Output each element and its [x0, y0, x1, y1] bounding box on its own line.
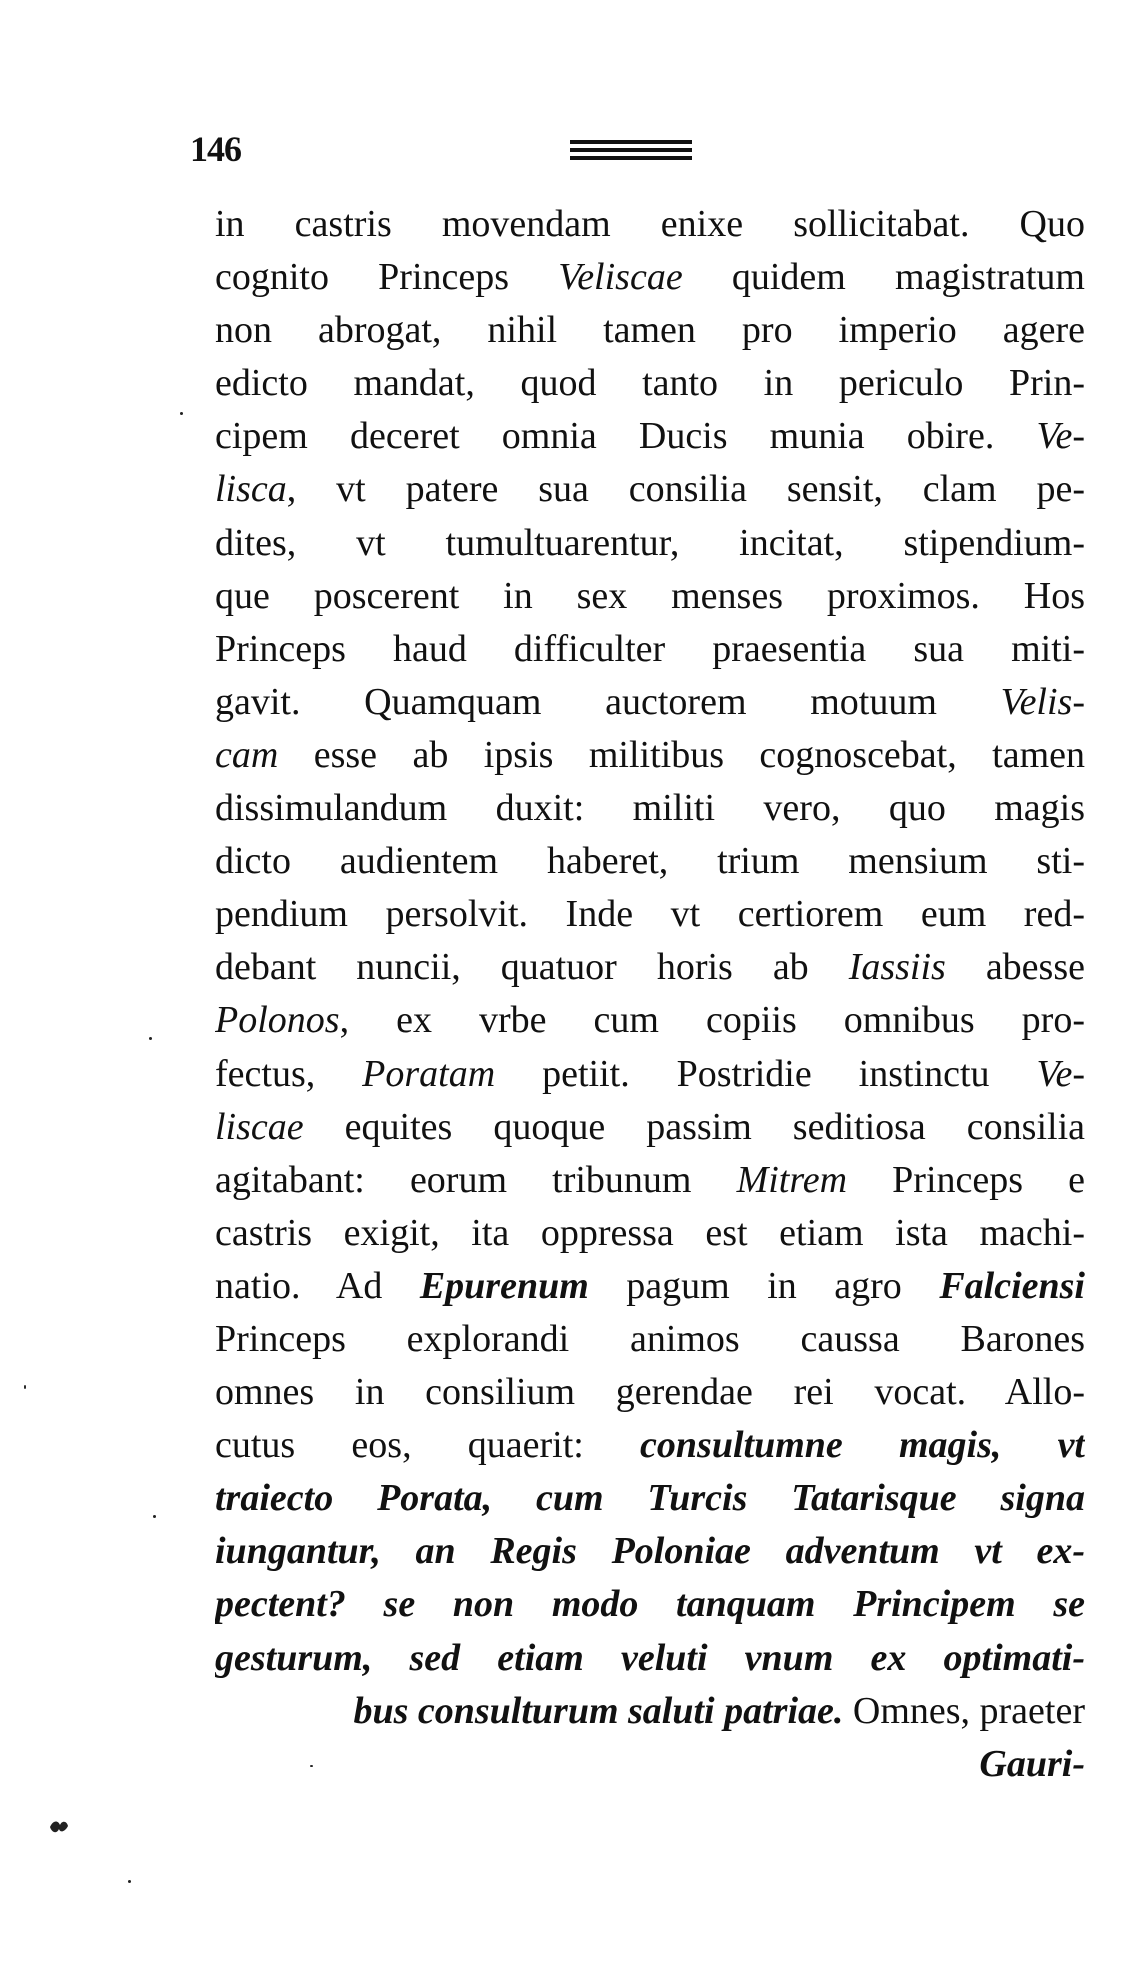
text-line: [215, 1313, 1085, 1366]
italic-text-segment: consultumne magis, vt: [640, 1424, 1085, 1467]
italic-text-segment: Iassiis: [848, 946, 946, 989]
text-segment: quidem magistratum: [682, 256, 1085, 299]
print-speck: [180, 412, 183, 415]
text-segment: natio. Ad: [215, 1264, 420, 1307]
text-line: [215, 1207, 1085, 1260]
text-line: [215, 1685, 1085, 1738]
text-segment: fectus,: [215, 1052, 363, 1095]
body-text: [215, 198, 1085, 1791]
text-segment: Princeps e: [847, 1158, 1085, 1201]
header-rule-line-middle: [570, 148, 692, 152]
text-segment: esse ab ipsis militibus cognoscebat, tamen: [278, 733, 1085, 776]
text-line: [215, 835, 1085, 888]
italic-text-segment: Polonos: [215, 999, 340, 1042]
italic-text-segment: bus consulturum saluti patriae.: [353, 1689, 844, 1732]
italic-text-segment: Velis-: [1000, 680, 1085, 723]
text-line: [215, 676, 1085, 729]
text-segment: gavit. Quamquam auctorem motuum: [215, 680, 1001, 723]
italic-text-segment: liscae: [215, 1105, 304, 1148]
text-line: [215, 888, 1085, 941]
text-line: [215, 941, 1085, 994]
header-rule-line-top: [570, 140, 692, 144]
text-line: [215, 994, 1085, 1047]
header-rule-line-bottom: [570, 156, 692, 160]
italic-text-segment: Poratam: [362, 1052, 496, 1095]
text-line: [215, 623, 1085, 676]
text-segment: equites quoque passim seditiosa consilia: [303, 1105, 1085, 1148]
italic-text-segment: Epurenum: [419, 1264, 589, 1307]
text-line: [215, 1260, 1085, 1313]
text-line: [215, 357, 1085, 410]
text-line: [215, 198, 1085, 251]
text-segment: abesse: [945, 946, 1085, 989]
text-segment: que poscerent in sex menses proximos. Hos: [215, 574, 1085, 617]
text-segment: dissimulandum duxit: militi vero, quo magis: [215, 787, 1085, 830]
print-speck: [310, 1765, 313, 1767]
text-line: [215, 782, 1085, 835]
italic-text-segment: traiecto Porata, cum Turcis Tatarisque signa: [215, 1477, 1085, 1520]
text-segment: debant nuncii, quatuor horis ab: [215, 946, 849, 989]
page-number: 146: [190, 129, 241, 169]
italic-text-segment: Falciensi: [939, 1264, 1085, 1307]
text-line: [215, 517, 1085, 570]
text-segment: Princeps haud difficulter praesentia sua miti-: [215, 627, 1085, 670]
text-segment: castris exigit, ita oppressa est etiam ista machi-: [215, 1211, 1085, 1254]
text-line: [215, 1525, 1085, 1578]
text-line: [215, 570, 1085, 623]
text-line: [215, 1472, 1085, 1525]
text-segment: dites, vt tumultuarentur, incitat, stipendium-: [215, 521, 1085, 564]
text-segment: cutus eos, quaerit:: [215, 1424, 641, 1467]
italic-text-segment: cam: [215, 733, 279, 776]
italic-text-segment: Mitrem: [736, 1158, 848, 1201]
italic-text-segment: Veliscae: [558, 256, 683, 299]
text-segment: Princeps explorandi animos caussa Barones: [215, 1317, 1085, 1360]
catchword: [215, 1738, 1085, 1791]
text-segment: non abrogat, nihil tamen pro imperio agere: [215, 309, 1085, 352]
italic-text-segment: gesturum, sed etiam veluti vnum ex optimati-: [215, 1636, 1085, 1679]
text-segment: , ex vrbe cum copiis omnibus pro-: [339, 999, 1085, 1042]
italic-text-segment: Ve-: [1036, 415, 1085, 458]
text-segment: cognito Princeps: [215, 256, 559, 299]
text-segment: in castris movendam enixe sollicitabat. Quo: [215, 203, 1085, 245]
text-segment: dicto audientem haberet, trium mensium sti-: [215, 840, 1085, 883]
italic-text-segment: pectent? se non modo tanquam Principem se: [215, 1583, 1085, 1626]
print-speck: [149, 1037, 152, 1040]
italic-text-segment: iungantur, an Regis Poloniae adventum vt ex-: [215, 1530, 1085, 1573]
text-segment: cipem deceret omnia Ducis munia obire.: [215, 415, 1037, 458]
text-segment: agitabant: eorum tribunum: [215, 1158, 737, 1201]
header-rule: [570, 140, 692, 164]
text-segment: , vt patere sua consilia sensit, clam pe-: [286, 468, 1085, 511]
text-segment: omnes in consilium gerendae rei vocat. Allo-: [215, 1371, 1085, 1414]
text-segment: petiit. Postridie instinctu: [495, 1052, 1037, 1095]
text-line: [215, 304, 1085, 357]
text-line: [215, 1048, 1085, 1101]
italic-text-segment: lisca: [215, 468, 287, 511]
text-segment: edicto mandat, quod tanto in periculo Prin-: [215, 362, 1085, 405]
text-line: [215, 1419, 1085, 1472]
text-line: [215, 1101, 1085, 1154]
print-speck: [24, 1385, 26, 1389]
text-line: [215, 1366, 1085, 1419]
print-speck: [153, 1515, 156, 1518]
catchword-text: Gauri-: [979, 1742, 1085, 1785]
text-segment: pagum in agro: [588, 1264, 940, 1307]
print-speck: [128, 1880, 131, 1883]
text-line: [215, 251, 1085, 304]
text-segment: Omnes, praeter: [843, 1689, 1085, 1732]
printer-ornament-icon: [48, 1818, 70, 1836]
text-line: [215, 1154, 1085, 1207]
text-line: [215, 463, 1085, 516]
text-line: [215, 729, 1085, 782]
text-line: [215, 410, 1085, 463]
text-line: [215, 1578, 1085, 1631]
text-line: [215, 1632, 1085, 1685]
italic-text-segment: Ve-: [1036, 1052, 1085, 1095]
text-segment: pendium persolvit. Inde vt certiorem eum red-: [215, 893, 1085, 936]
